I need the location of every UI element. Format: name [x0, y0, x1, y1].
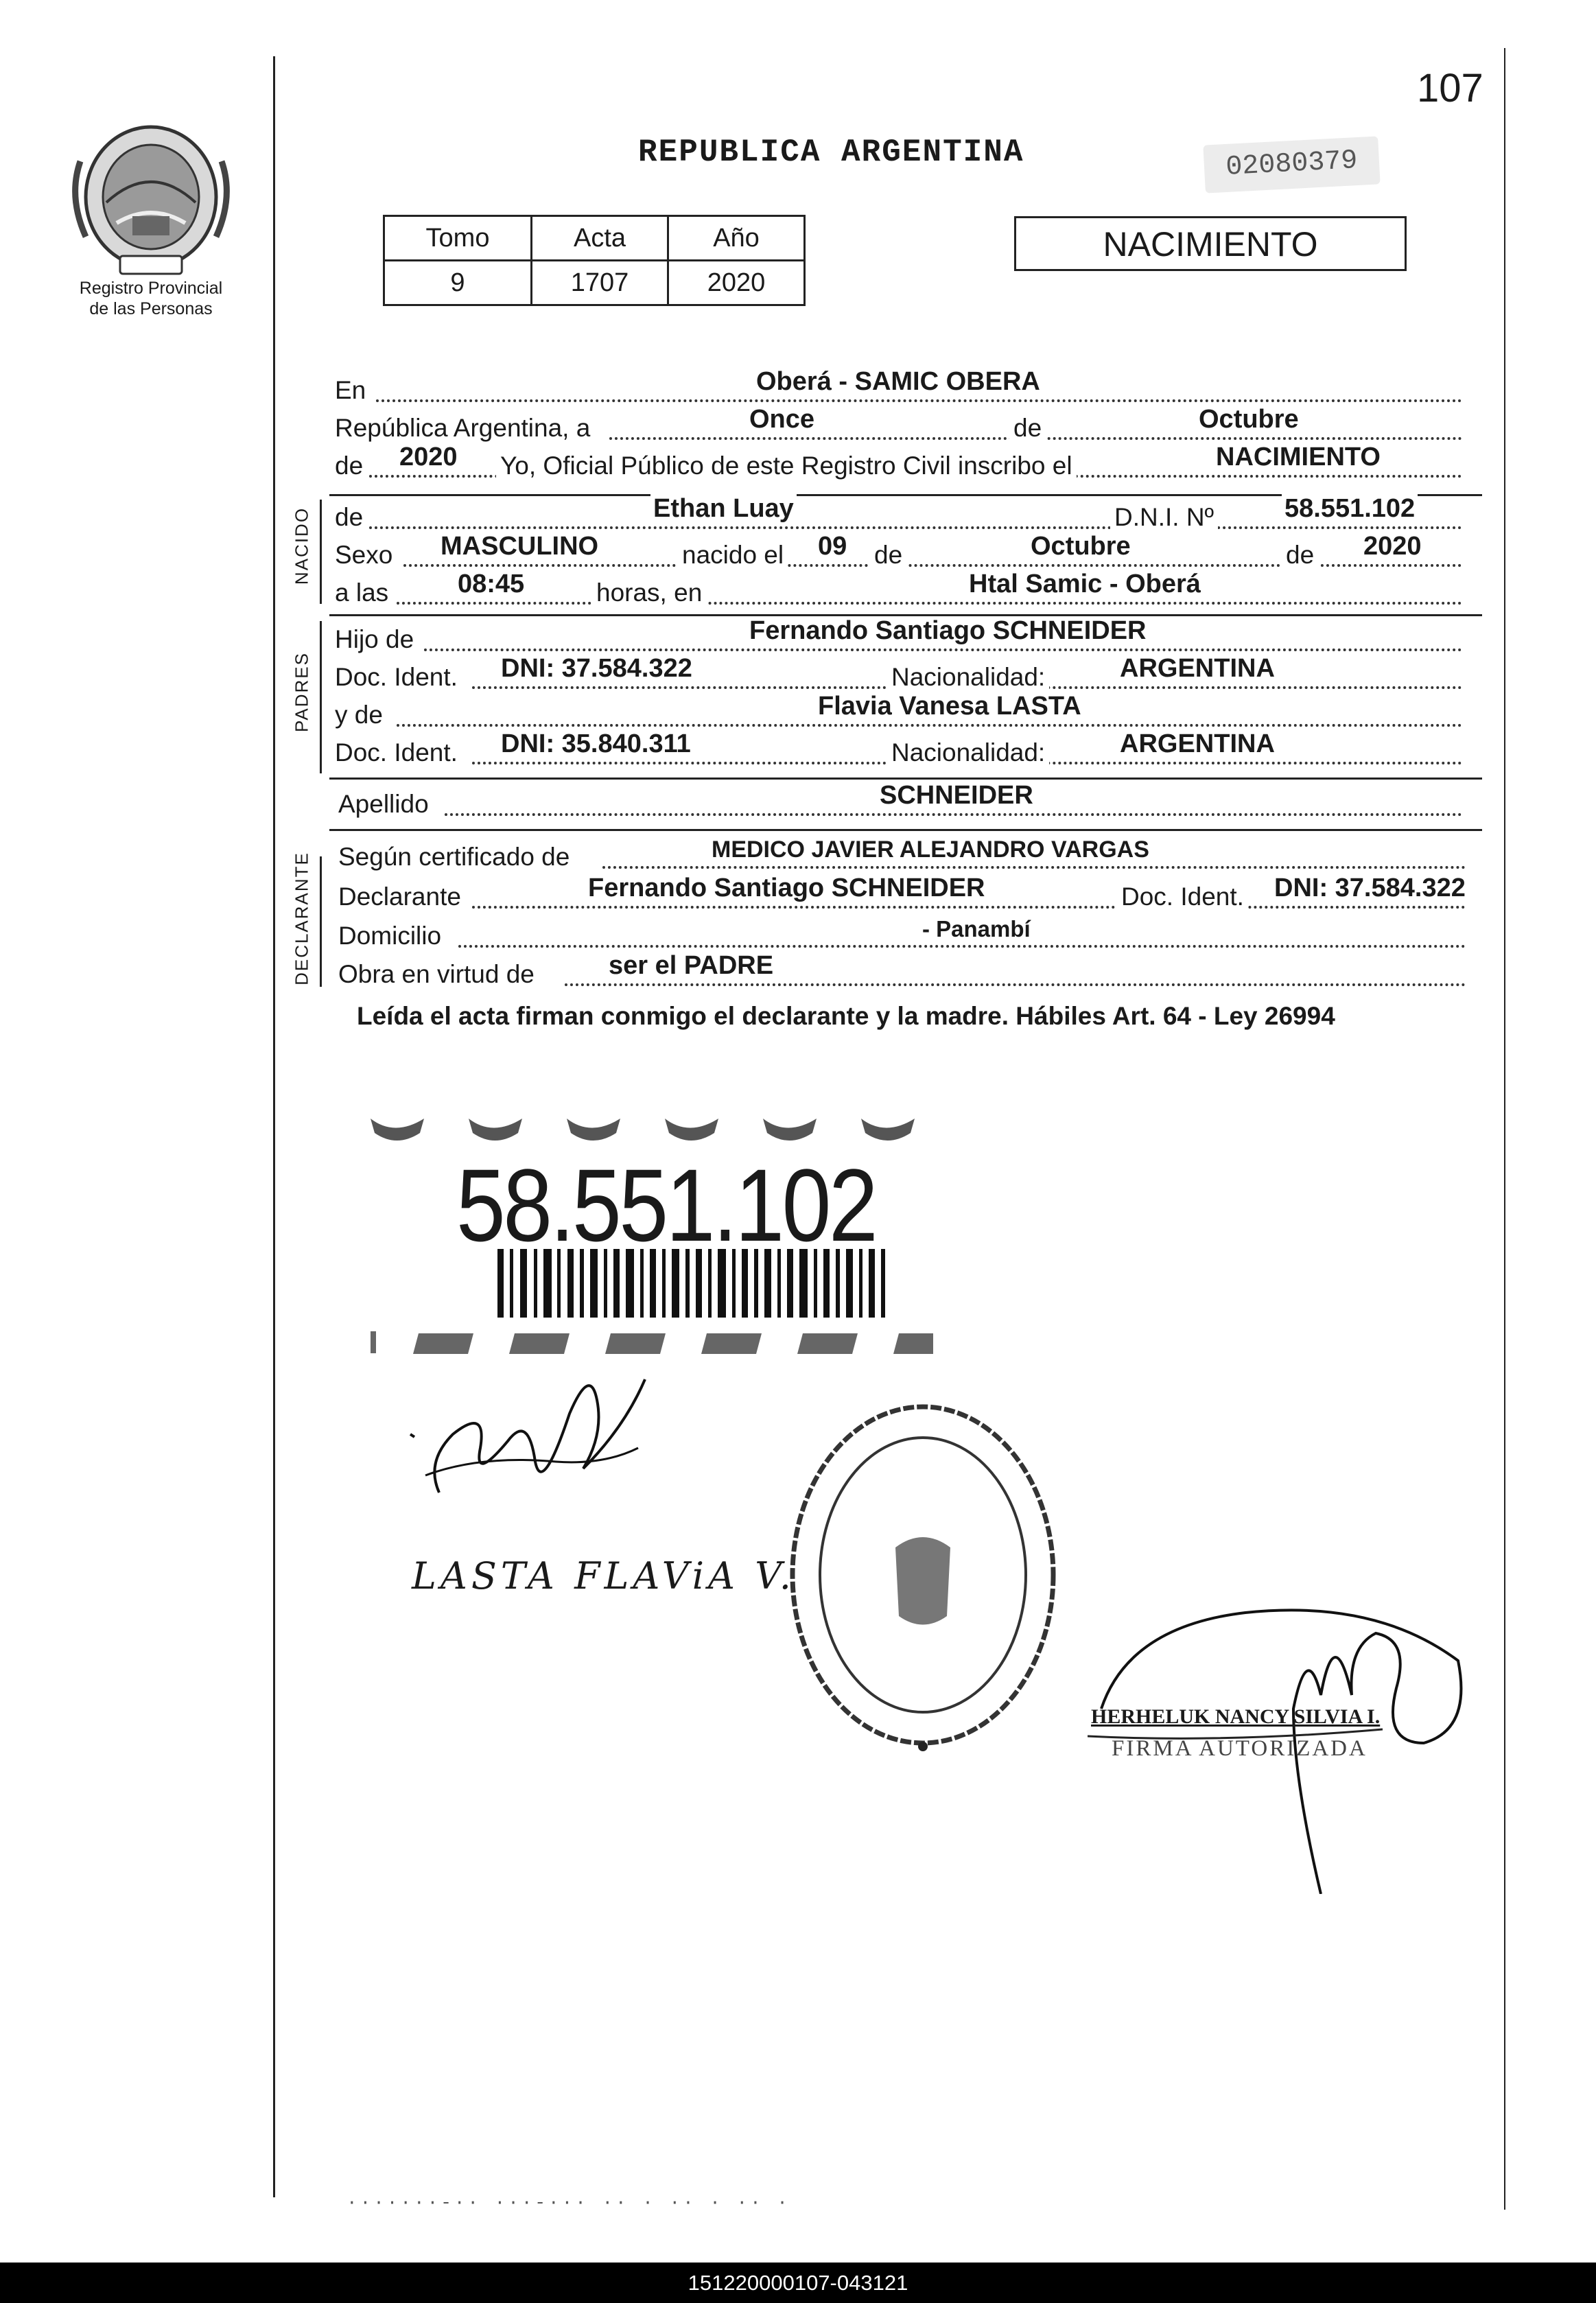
en-label: En [335, 376, 370, 405]
de-label: de [1009, 414, 1046, 443]
birth-year: 2020 [1361, 532, 1424, 561]
obra-value: ser el PADRE [606, 951, 776, 981]
registry-year: 2020 [397, 443, 460, 472]
father-name: Fernando Santiago SCHNEIDER [747, 616, 1149, 646]
doc-ident-label: Doc. Ident. [335, 663, 462, 692]
document-code-band [0, 2263, 1596, 2303]
registry-day: Once [747, 405, 817, 434]
tomo-value: 9 [384, 261, 532, 305]
document-type-box: NACIMIENTO [1014, 216, 1407, 271]
de2-label: de [335, 452, 367, 480]
declarant-signature [398, 1359, 659, 1527]
mother-nationality: ARGENTINA [1117, 729, 1278, 759]
apellido-label: Apellido [338, 790, 433, 819]
horas-label: horas, en [592, 578, 706, 607]
birth-month: Octubre [1028, 532, 1134, 561]
sexo-label: Sexo [335, 541, 397, 570]
yo-text: Yo, Oficial Público de este Registro Civil inscribo el [496, 452, 1077, 480]
divider [329, 778, 1482, 780]
padres-section-label: PADRES [291, 652, 312, 732]
section-bar [320, 500, 322, 604]
birth-day: 09 [815, 532, 849, 561]
dni-label: D.N.I. Nº [1110, 503, 1218, 532]
father-dni: DNI: 37.584.322 [498, 654, 695, 683]
birth-place: Htal Samic - Oberá [966, 570, 1204, 599]
a-las-label: a las [335, 578, 392, 607]
surname: SCHNEIDER [877, 781, 1036, 810]
official-role: FIRMA AUTORIZADA [1112, 1736, 1368, 1761]
birth-time: 08:45 [455, 570, 527, 599]
republica-label: República Argentina, a [335, 414, 594, 443]
obra-label: Obra en virtud de [338, 960, 539, 989]
acta-header: Acta [532, 216, 668, 261]
declarante-dni: DNI: 37.584.322 [1271, 874, 1468, 903]
de-label: de [870, 541, 906, 570]
tomo-header: Tomo [384, 216, 532, 261]
father-nationality: ARGENTINA [1117, 654, 1278, 683]
seal-caption-line2: de las Personas [89, 299, 213, 318]
divider [329, 829, 1482, 831]
mother-dni: DNI: 35.840.311 [498, 729, 694, 759]
anio-value: 2020 [668, 261, 805, 305]
medical-certificate: MEDICO JAVIER ALEJANDRO VARGAS [709, 837, 1152, 863]
nacido-el-label: nacido el [678, 541, 788, 570]
official-name: HERHELUK NANCY SILVIA I. [1091, 1705, 1381, 1728]
child-dni: 58.551.102 [1282, 494, 1418, 524]
section-bar [320, 856, 322, 987]
doc-ident-label: Doc. Ident. [1117, 882, 1248, 911]
certificado-label: Según certificado de [338, 843, 574, 872]
right-margin-line [1504, 48, 1505, 2210]
domicilio-value: - Panambí [919, 916, 1033, 942]
page-number: 107 [1417, 66, 1483, 110]
nacionalidad-label: Nacionalidad: [887, 738, 1049, 767]
de-label: de [1282, 541, 1318, 570]
document-code: 151220000107-043121 [688, 2271, 908, 2295]
dni-barcode-label [371, 1108, 933, 1362]
serial-number-stamp: 02080379 [1203, 136, 1380, 193]
inscription-type: NACIMIENTO [1213, 443, 1383, 472]
doc-ident-label: Doc. Ident. [335, 738, 462, 767]
y-de-label: y de [335, 701, 387, 729]
footer-faint-text: ·······-·· ···-··· ·· · ·· · ·· · [347, 2193, 790, 2213]
anio-header: Año [668, 216, 805, 261]
left-margin-line [273, 56, 275, 2197]
section-bar [320, 621, 322, 773]
mother-name: Flavia Vanesa LASTA [815, 692, 1084, 721]
child-name: Ethan Luay [650, 494, 797, 524]
country-title: REPUBLICA ARGENTINA [638, 135, 1024, 170]
mother-handwritten-name: LASTA FLAViA V. [412, 1554, 795, 1598]
nacionalidad-label: Nacionalidad: [887, 663, 1049, 692]
declarante-label: Declarante [338, 882, 465, 911]
closing-statement: Leída el acta firman conmigo el declarante y la madre. Hábiles Art. 64 - Ley 26994 [357, 1002, 1335, 1030]
child-sex: MASCULINO [438, 532, 601, 561]
declarante-section-label: DECLARANTE [291, 852, 312, 985]
registry-month: Octubre [1196, 405, 1302, 434]
acta-value: 1707 [532, 261, 668, 305]
nacido-section-label: NACIDO [291, 506, 312, 585]
registry-table [383, 215, 806, 306]
domicilio-label: Domicilio [338, 922, 445, 950]
seal-caption-line1: Registro Provincial [79, 279, 223, 298]
registry-stamp [782, 1396, 1064, 1757]
birth-registry-place: Oberá - SAMIC OBERA [753, 367, 1043, 397]
barcode-number: 58.551.102 [456, 1147, 876, 1263]
seal-caption [58, 278, 244, 319]
de-label: de [335, 503, 367, 532]
hijo-de-label: Hijo de [335, 625, 418, 654]
declarante-name: Fernando Santiago SCHNEIDER [585, 874, 988, 903]
